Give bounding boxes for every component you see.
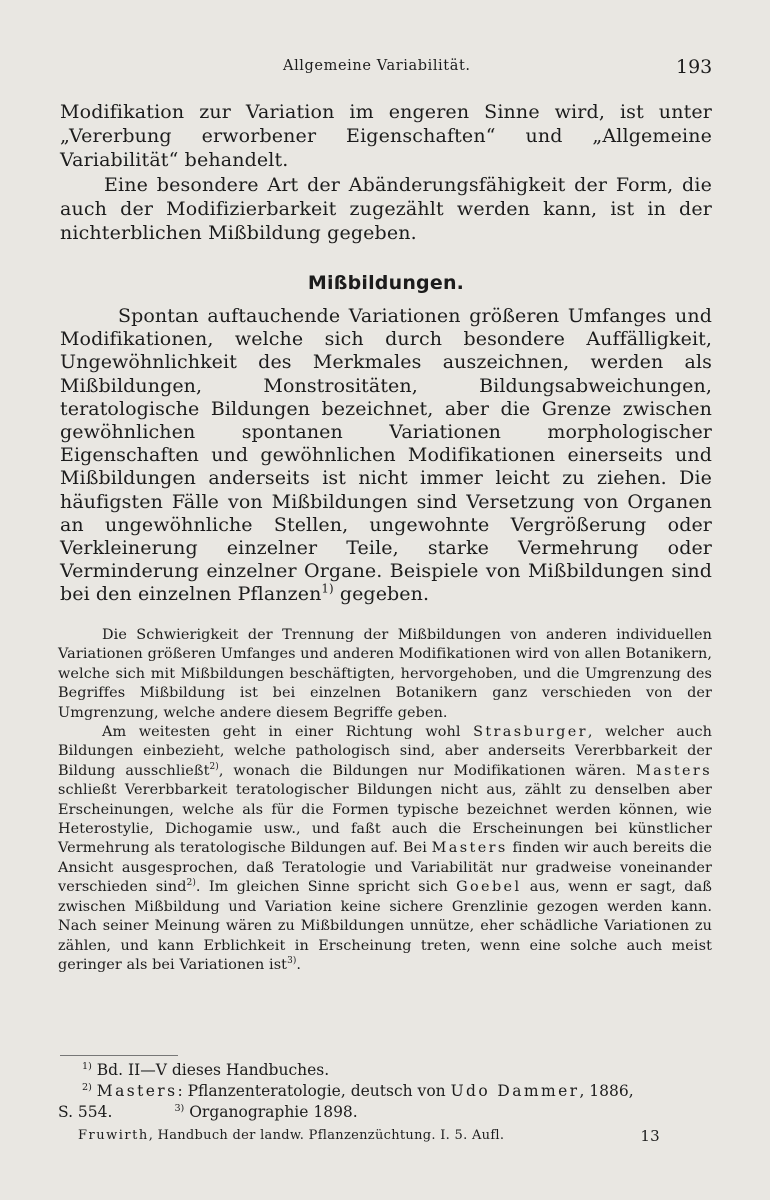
small-print-paragraph-2: [58, 723, 712, 975]
sp2-text-h: .: [296, 956, 302, 973]
author-goebel: Goebel: [456, 879, 522, 896]
section-heading: Mißbildungen.: [307, 272, 465, 294]
footnote-2-3-line: [58, 1102, 712, 1123]
sp2-text-d: schließt Vererbbarkeit teratologischer Bildungen nicht aus, zählt zu denselben aber Erscheinungen, welche als für die Formen typische bezeichnet werden können, wie Heterostylie, Dichogamie usw., und faßt auch die Erscheinungen bei künstlicher Vermehrung als teratologische Bildungen auf. Bei: [58, 782, 712, 857]
sp2-text-b: , welcher auch Bildungen einbezieht, welche pathologisch sind, aber anderseits Vererbbarkeit der Bildung ausschließt: [58, 724, 712, 779]
author-masters-2: Masters: [431, 840, 508, 857]
running-head-title: Allgemeine Variabilität.: [283, 58, 471, 74]
footnote-2: [58, 1081, 712, 1102]
small-print-paragraph-1: Die Schwierigkeit der Trennung der Mißbildungen von anderen individuellen Variationen größeren Umfanges und anderen Modifikationen wird von allen Botanikern, welche sich mit Mißbildungen beschäftigten, hervorgehoben, und die Umgrenzung des Begriffes Mißbildung ist bei einzelnen Botanikern ganz verschieden von der Umgrenzung, welche andere diesem Begriffe geben.: [58, 627, 712, 721]
footnote-3-text: Organographie 1898.: [184, 1103, 358, 1121]
running-head: [0, 58, 770, 84]
footnote-divider: [60, 1055, 178, 1056]
footnote-2-author: Masters: [96, 1082, 178, 1100]
author-strasburger: Strasburger: [473, 724, 588, 741]
sp2-text-e: finden wir auch bereits die Ansicht ausgesprochen, daß Teratologie und Variabilität nur gradweise voneinander verschieden sind: [58, 840, 712, 896]
footnote-1-text: Bd. II—V dieses Handbuches.: [91, 1061, 330, 1079]
footnote-2-mark: 2): [82, 1081, 92, 1093]
sp2-text-f: . Im gleichen Sinne spricht sich: [195, 879, 457, 896]
footnotes: [58, 1060, 712, 1123]
footer-signature: 13: [640, 1127, 660, 1145]
sp2-text-a: Am weitesten geht in einer Richtung wohl: [102, 724, 474, 741]
footer-author: Fruwirth: [78, 1128, 149, 1143]
main-paragraph: [60, 305, 712, 607]
footnote-3-mark: 3): [174, 1102, 185, 1114]
small-print-section: [58, 626, 712, 975]
intro-paragraph-1: Modifikation zur Variation im engeren Sinne wird, ist unter „Vererbung erworbener Eigenschaften“ und „Allgemeine Variabilität“ behandelt.: [60, 101, 712, 172]
footnote-ref-2b: 2): [186, 878, 196, 889]
main-paragraph-text: [60, 305, 712, 607]
author-masters: Masters: [635, 762, 713, 779]
sp2-text-g: aus, wenn er sagt, daß zwischen Mißbildung und Variation keine sichere Grenzlinie gezogen werden kann. Nach seiner Meinung wären zu Mißbildungen unnütze, eher schädliche Variationen zu zählen, und kann Erblichkeit in Erscheinung treten, wenn eine solche auch meist geringer als bei Variationen ist: [58, 879, 713, 973]
sp2-text-c: , wonach die Bildungen nur Modifikationen wären.: [218, 762, 636, 779]
footnote-1-mark: 1): [82, 1060, 92, 1072]
footnote-2-text: : Pflanzenteratologie, deutsch von: [177, 1082, 451, 1100]
footer-title: , Handbuch der landw. Pflanzenzüchtung. I. 5. Aufl.: [148, 1128, 505, 1143]
footnote-2-page: S. 554.: [58, 1103, 113, 1121]
footnote-2-year: , 1886,: [579, 1082, 634, 1100]
footnote-ref-3: 3): [287, 956, 297, 967]
intro-text: [60, 100, 712, 245]
footnote-2-translator: Udo Dammer: [450, 1082, 580, 1100]
main-paragraph-end: gegeben.: [333, 583, 430, 606]
footer-citation: [78, 1128, 504, 1143]
main-paragraph-body: Spontan auftauchende Variationen größeren Umfanges und Modifikationen, welche sich durch besondere Auffälligkeit, Ungewöhnlichkeit des Merkmales auszeichnen, werden als Mißbildungen, Monstrositäten, Bildungsabweichungen, teratologische Bildungen bezeichnet, aber die Grenze zwischen gewöhnlichen spontanen Variationen morphologischer Eigenschaften und gewöhnlichen Modifikationen einerseits und Mißbildungen anderseits ist nicht immer leicht zu ziehen. Die häufigsten Fälle von Mißbildungen sind Versetzung von Organen an ungewöhnliche Stellen, ungewohnte Vergrößerung oder Verkleinerung einzelner Teile, starke Vermehrung oder Verminderung einzelner Organe. Beispiele von Mißbildungen sind bei den einzelnen Pflanzen: [60, 305, 712, 606]
footnote-1: [58, 1060, 712, 1081]
footnote-ref-2: 2): [209, 762, 219, 773]
page-number: 193: [676, 56, 713, 78]
footnote-ref-1: 1): [321, 582, 334, 597]
intro-paragraph-2: Eine besondere Art der Abänderungsfähigkeit der Form, die auch der Modifizierbarkeit zugezählt werden kann, ist in der nichterblichen Mißbildung gegeben.: [60, 173, 712, 245]
